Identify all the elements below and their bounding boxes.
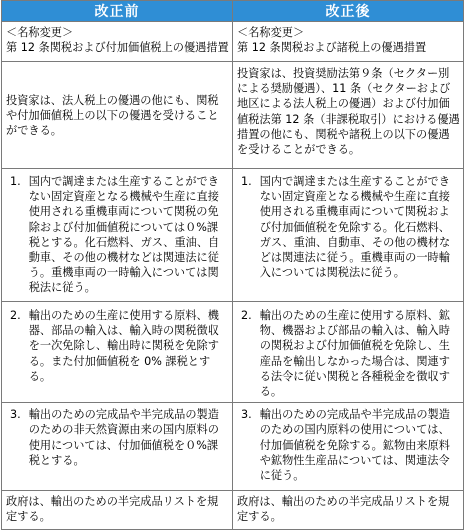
table-row <box>2 491 464 530</box>
note-label: ＜名称変更＞ <box>6 26 74 39</box>
item-number: 2. <box>10 309 21 322</box>
item-number: 1. <box>241 175 252 188</box>
table-row <box>2 169 464 302</box>
cell-after <box>233 22 464 62</box>
item-number: 3. <box>10 408 21 422</box>
list-item <box>6 308 229 384</box>
item-number: 2. <box>241 309 252 322</box>
closing-text-before: 政府は、輸出のための半完成品リストを規定する。 <box>6 495 219 524</box>
note-label: ＜名称変更＞ <box>237 26 305 39</box>
item-text-after: 国内で調達または生産することができない固定資産となる機械や生産に直接使用される重機車両について関税および付加価値税を免除する。化石燃料、ガス、重油、自動車、その他の機材などは関連法に従う。重機車両の一時輸入については関税法に従う。 <box>259 175 451 280</box>
cell-before <box>2 22 233 62</box>
cell-before <box>2 491 233 530</box>
item-number: 1. <box>10 175 21 188</box>
table-row <box>2 403 464 491</box>
list-item <box>237 407 460 483</box>
table-row <box>2 302 464 403</box>
cell-after <box>233 491 464 530</box>
list-item <box>237 308 460 399</box>
article-title-after: 第 12 条関税および諸税上の優遇措置 <box>237 41 427 55</box>
comparison-table <box>1 0 464 530</box>
closing-text-after: 政府は、輸出のための半完成品リストを規定する。 <box>237 495 450 524</box>
table-header-row <box>2 1 464 22</box>
table-row <box>2 62 464 169</box>
cell-after <box>233 403 464 491</box>
cell-before <box>2 62 233 169</box>
header-before: 改正前 <box>2 1 233 22</box>
cell-before <box>2 403 233 491</box>
item-text-before: 輸出のための生産に使用する原料、機器、部品の輸入は、輸入時の関税徴収を一次免除し、輸出時に関税を免除する。また付加価値税を 0% 課税とする。 <box>28 309 219 383</box>
list-item <box>237 174 460 280</box>
intro-text-after: 投資家は、投資奨励法第９条（セクター別による奨励優遇）、11 条（セクターおよび地区による法人税上の優遇）および付加価値税法第 12 条（非課税取引）における優遇措置の他にも、関税や諸税上の以下の優遇を受けることができる。 <box>237 67 460 157</box>
cell-after <box>233 169 464 302</box>
article-title-before: 第 12 条関税および付加価値税上の優遇措置 <box>6 41 229 55</box>
cell-after <box>233 62 464 169</box>
item-text-after: 輸出のための完成品や半完成品の製造のための国内原料の使用については、付加価値税を免除する。鉱物由来原料や鉱物性生産品については、関連法令に従う。 <box>259 408 450 483</box>
item-text-before: 輸出のための完成品や半完成品の製造のための非天然資源由来の国内原料の使用については、付加価値税を０%課税とする。 <box>28 408 219 467</box>
item-text-after: 輸出のための生産に使用する原料、鉱物、機器および部品の輸入は、輸入時の関税および付加価値税を免除し、生産品を輸出しなかった場合は、関連する法令に従い関税と各種税金を徴収する。 <box>259 309 450 399</box>
header-after: 改正後 <box>233 1 464 22</box>
list-item <box>6 174 229 296</box>
list-item <box>6 407 229 468</box>
item-text-before: 国内で調達または生産することができない固定資産となる機械や生産に直接使用される重機車両について関税の免除および付加価値税については０%課税とする。化石燃料、ガス、重油、自動車、その他の機材などは関連法に従う。重機車両の一時輸入については関税法に従う。 <box>28 175 220 295</box>
item-number: 3. <box>241 408 252 422</box>
cell-before <box>2 302 233 403</box>
cell-after <box>233 302 464 403</box>
intro-text-before: 投資家は、法人税上の優遇の他にも、関税や付加価値税上の以下の優遇を受けることができる。 <box>6 93 219 138</box>
cell-before <box>2 169 233 302</box>
table-row <box>2 22 464 62</box>
